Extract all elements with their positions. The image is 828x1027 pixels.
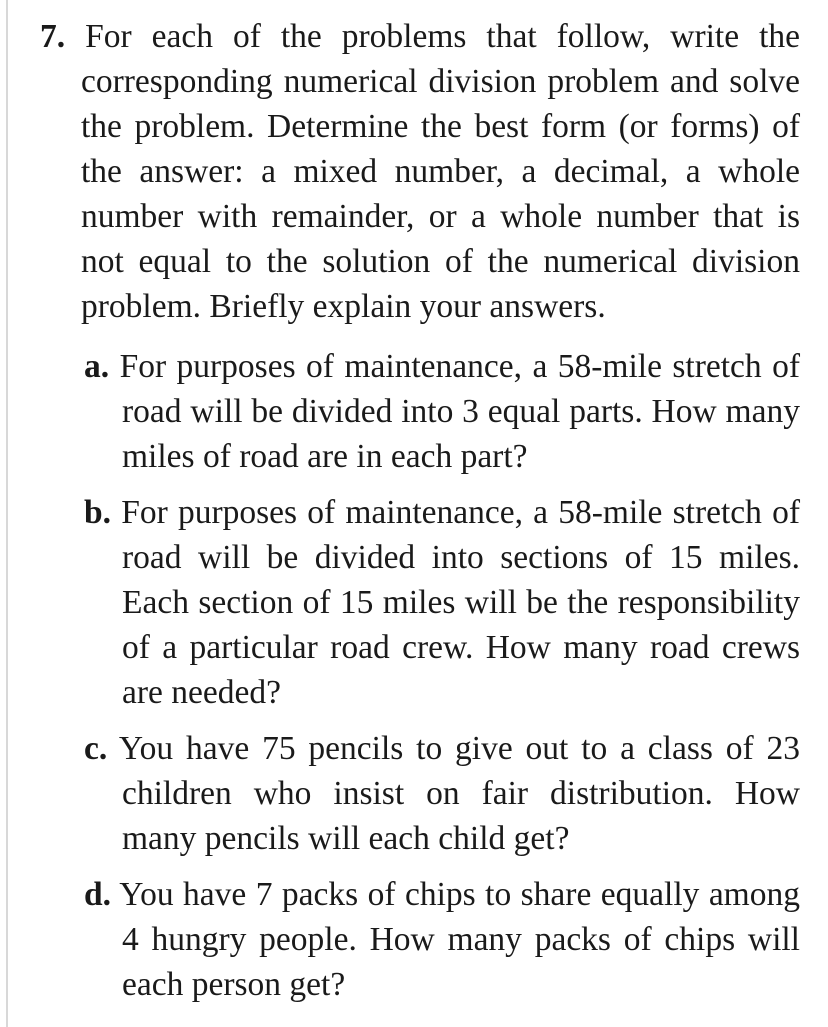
subproblem-letter: d. [84, 876, 112, 913]
subproblem-letter: b. [84, 494, 112, 531]
subproblem-text: You have 7 packs of chips to share equally among 4 hungry people. How many packs of chips will each person get? [119, 876, 800, 1003]
subproblem-list [40, 344, 800, 1007]
page-edge-divider [6, 0, 8, 1027]
problem-number: 7. [40, 18, 66, 55]
problem-prompt: For each of the problems that follow, write the corresponding numerical division problem and solve the problem. Determine the best form (or forms) of the answer: a mixed number, a decimal, a whole number with remainder, or a whole number that is not equal to the solution of the numerical division problem. Briefly explain your answers. [81, 18, 800, 325]
subproblem-text: For purposes of maintenance, a 58-mile stretch of road will be divided into sections of 15 miles. Each section of 15 miles will be the responsibility of a particular road crew. How many road crews are needed? [121, 494, 801, 711]
exercise-7 [40, 14, 800, 1018]
subproblem-text: For purposes of maintenance, a 58-mile stretch of road will be divided into 3 equal parts. How many miles of road are in each part? [119, 348, 801, 475]
subproblem-b [40, 490, 800, 715]
subproblem-text: You have 75 pencils to give out to a class of 23 children who insist on fair distribution. How many pencils will each child get? [118, 730, 800, 857]
subproblem-letter: c. [84, 730, 108, 767]
subproblem-d [40, 872, 800, 1007]
subproblem-a [40, 344, 800, 479]
problem-statement [40, 14, 800, 329]
subproblem-letter: a. [84, 348, 110, 385]
subproblem-c [40, 726, 800, 861]
